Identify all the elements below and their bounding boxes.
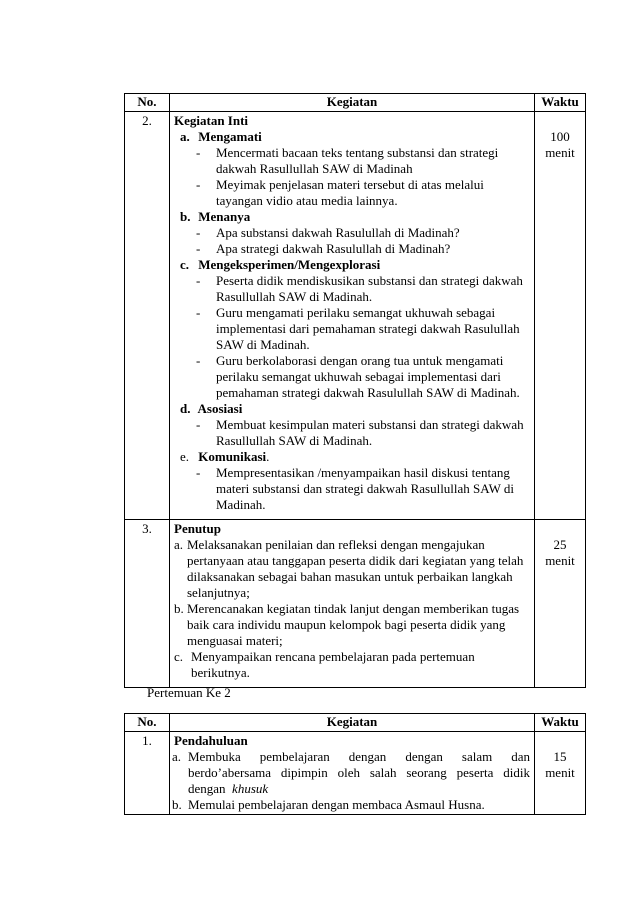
list-item: - Meyimak penjelasan materi tersebut di atas melalui tayangan vidio atau media lainnya. — [196, 177, 484, 208]
meeting-caption: Pertemuan Ke 2 — [147, 685, 231, 700]
section-label: a. — [180, 129, 190, 144]
table-row — [125, 732, 586, 815]
time-unit: menit — [545, 765, 575, 780]
activity-cell — [170, 112, 535, 520]
time-unit: menit — [545, 145, 575, 160]
list-item: - Apa strategi dakwah Rasulullah di Madinah? — [196, 241, 451, 256]
time-cell — [535, 112, 586, 520]
section-label: d. — [180, 401, 191, 416]
activity-table-2 — [124, 713, 586, 815]
row-number: 1. — [125, 732, 170, 815]
section-title: Mengamati — [198, 129, 262, 144]
time-value: 15 — [553, 749, 567, 764]
table-row — [125, 520, 586, 688]
section-menanya — [180, 209, 530, 257]
table-header-row — [125, 714, 586, 732]
time-value: 25 — [553, 537, 567, 552]
header-no: No. — [125, 714, 170, 732]
activity-cell — [170, 520, 535, 688]
list-item: - Membuat kesimpulan materi substansi dan strategi dakwah Rasullullah SAW di Madinah. — [196, 417, 524, 448]
section-title: Mengeksperimen/Mengexplorasi — [198, 257, 381, 272]
activity-title: Penutup — [174, 521, 221, 536]
section-mengeksperimen — [180, 257, 530, 401]
section-title: Asosiasi — [197, 401, 243, 416]
activity-title: Pendahuluan — [174, 733, 248, 748]
list-item: b. Merencanakan kegiatan tindak lanjut dengan memberikan tugas baik cara individu maupun kelompok bagi peserta didik yang menguasai materi; — [174, 601, 520, 648]
activity-cell — [170, 732, 535, 815]
list-item: a. Melaksanakan penilaian dan refleksi dengan mengajukan pertanyaan atau tanggapan peserta didik dari kegiatan yang telah dilaksanakan sebagai bahan masukan untuk perbaikan langkah selanjutnya; — [174, 537, 524, 600]
activity-table-1 — [124, 93, 586, 688]
header-no: No. — [125, 94, 170, 112]
header-waktu: Waktu — [535, 94, 586, 112]
row-number: 3. — [125, 520, 170, 688]
list-item: - Apa substansi dakwah Rasulullah di Madinah? — [196, 225, 460, 240]
section-label: c. — [180, 257, 190, 272]
activity-title: Kegiatan Inti — [174, 113, 249, 128]
list-item: - Guru mengamati perilaku semangat ukhuwah sebagai implementasi dari pemahaman strategi dakwah Rasulullah SAW di Madinah. — [196, 305, 520, 352]
header-waktu: Waktu — [535, 714, 586, 732]
section-komunikasi: e. Komunikasi. - Mempresentasikan /menyampaikan hasil diskusi tentang materi substansi dan strategi dakwah Rasullullah SAW di Madinah. — [180, 449, 530, 513]
time-cell — [535, 520, 586, 688]
time-unit: menit — [545, 553, 575, 568]
time-cell — [535, 732, 586, 815]
list-item: - Mempresentasikan /menyampaikan hasil diskusi tentang materi substansi dan strategi dakwah Rasullullah SAW di Madinah. — [196, 465, 515, 512]
list-item: b. Memulai pembelajaran dengan membaca Asmaul Husna. — [172, 797, 485, 812]
row-number: 2. — [125, 112, 170, 520]
section-title: Komunikasi — [198, 449, 267, 464]
list-item: c. Menyampaikan rencana pembelajaran pada pertemuan berikutnya. — [174, 649, 475, 680]
header-kegiatan: Kegiatan — [170, 94, 535, 112]
time-value: 100 — [550, 129, 570, 144]
list-item: a. Membuka pembelajaran dengan dengan salam dan berdo’abersama dipimpin oleh salah seorang peserta didik dengan khusuk — [172, 749, 530, 796]
section-label: b. — [180, 209, 191, 224]
list-item: - Peserta didik mendiskusikan substansi dan strategi dakwah Rasullullah SAW di Madinah. — [196, 273, 523, 304]
section-asosiasi — [180, 401, 530, 449]
section-title: Menanya — [198, 209, 251, 224]
section-mengamati — [180, 129, 530, 209]
header-kegiatan: Kegiatan — [170, 714, 535, 732]
table-header-row — [125, 94, 586, 112]
list-item: - Guru berkolaborasi dengan orang tua untuk mengamati perilaku semangat ukhuwah sebagai implementasi dari pemahaman strategi dakwah Rasulullah SAW di Madinah. — [196, 353, 520, 400]
list-item: - Mencermati bacaan teks tentang substansi dan strategi dakwah Rasullullah SAW di Madinah — [196, 145, 499, 176]
table-row — [125, 112, 586, 520]
section-label: e. — [180, 449, 190, 464]
